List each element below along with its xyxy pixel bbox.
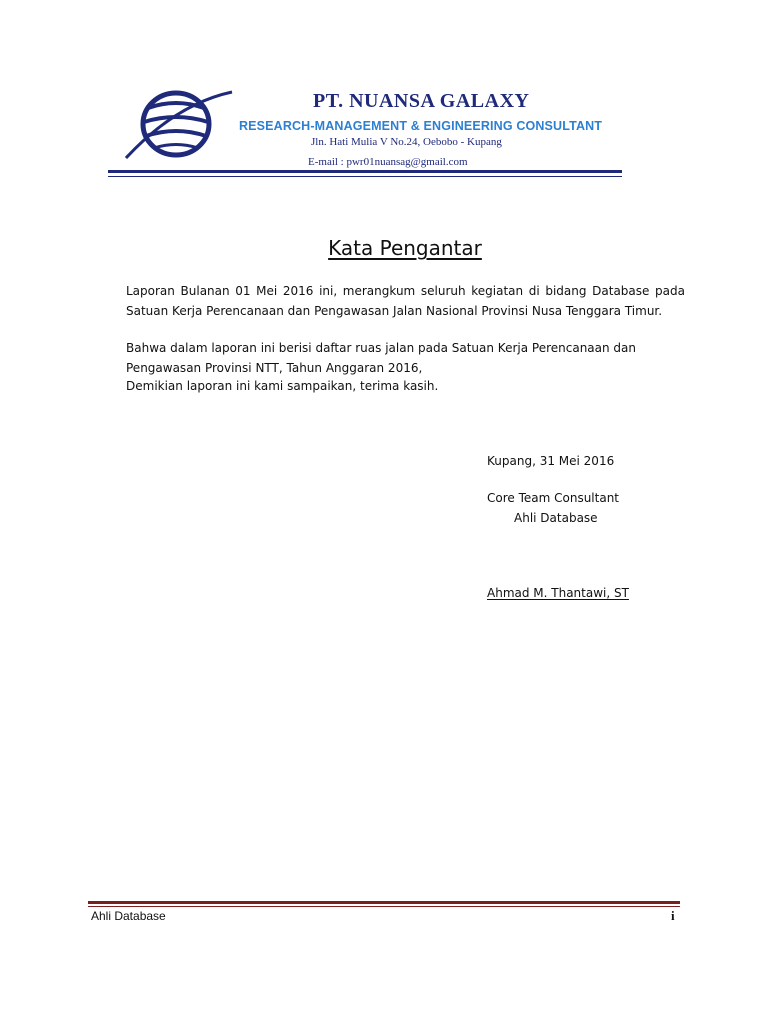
closing-sentence: Demikian laporan ini kami sampaikan, terima kasih. — [126, 379, 439, 393]
letterhead-divider — [108, 170, 622, 173]
company-tagline: RESEARCH-MANAGEMENT & ENGINEERING CONSULTANT — [239, 119, 603, 133]
page-number: i — [671, 908, 675, 923]
place-date: Kupang, 31 Mei 2016 — [487, 454, 615, 468]
letterhead-divider-thin — [108, 176, 622, 177]
paragraph-content — [126, 339, 685, 378]
footer-divider-thin — [88, 906, 680, 907]
footer-divider — [88, 901, 680, 904]
signatory-position: Ahli Database — [514, 511, 598, 525]
document-title: Kata Pengantar — [328, 236, 482, 260]
company-email: E-mail : pwr01nuansag@gmail.com — [308, 156, 468, 168]
paragraph-content-line-2: Pengawasan Provinsi NTT, Tahun Anggaran 2016, — [126, 360, 423, 375]
company-name: PT. NUANSA GALAXY — [313, 90, 530, 112]
globe-ring-logo-icon — [118, 84, 236, 168]
letterhead — [108, 78, 622, 180]
signatory-name: Ahmad M. Thantawi, ST — [487, 586, 629, 600]
footer-label: Ahli Database — [91, 909, 166, 923]
paragraph-intro: Laporan Bulanan 01 Mei 2016 ini, merangkum seluruh kegiatan di bidang Database pada Satuan Kerja Perencanaan dan Pengawasan Jalan Nasional Provinsi Nusa Tenggara Timur. — [126, 284, 685, 318]
signatory-role: Core Team Consultant — [487, 491, 620, 505]
company-address: Jln. Hati Mulia V No.24, Oebobo - Kupang — [311, 136, 502, 148]
paragraph-content-line-1: Bahwa dalam laporan ini berisi daftar ruas jalan pada Satuan Kerja Perencanaan dan — [126, 341, 636, 355]
